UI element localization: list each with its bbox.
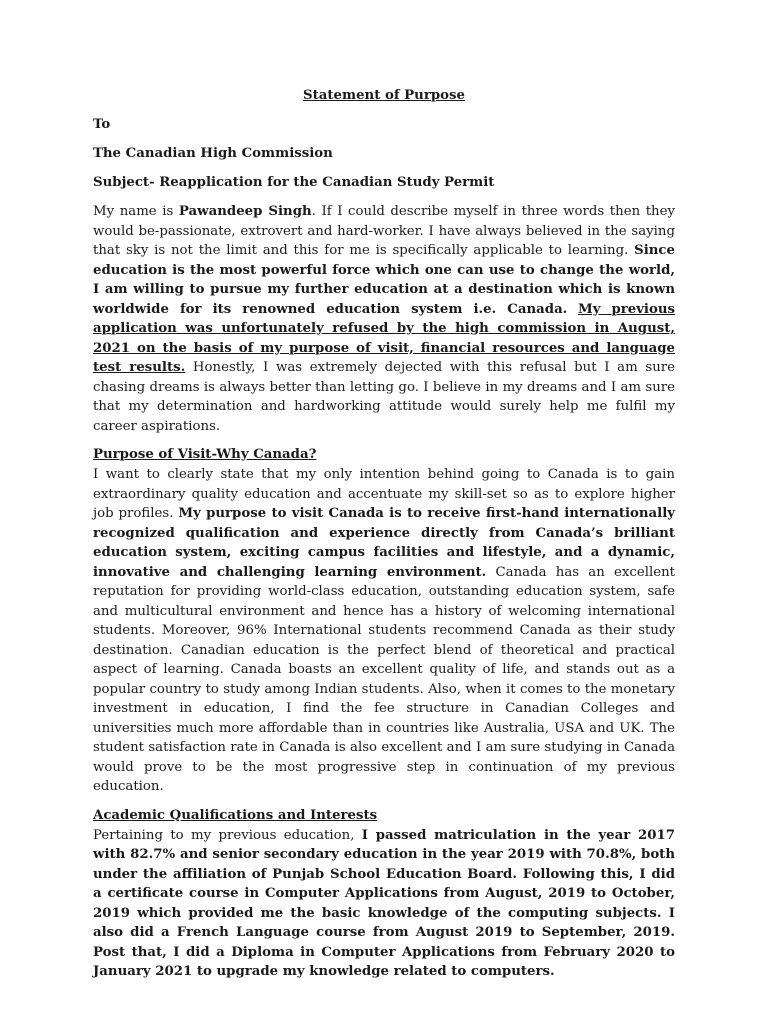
intro-text-2: . If I could describe myself in three words then they would be-passionate, extrovert and hard-worker. I have always believed in the saying that sky is not the limit and this for me is specifically applicable to learning. <box>93 204 675 258</box>
purpose-text-2: Canada has an excellent reputation for providing world-class education, outstanding education system, safe and multicultural environment and hence has a history of welcoming international students. Moreover, 96% International students recommend Canada as their study destination. Canadian education is the perfect blend of theoretical and practical aspect of learning. Canada boasts an excellent quality of life, and stands out as a popular country to study among Indian students. Also, when it comes to the monetary investment in education, I find the fee structure in Canadian Colleges and universities much more affordable than in countries like Australia, USA and UK. The student satisfaction rate in Canada is also excellent and I am sure studying in Canada would prove to be the most progressive step in continuation of my previous education. <box>93 564 675 794</box>
academic-heading: Academic Qualifications and Interests <box>93 807 378 823</box>
purpose-paragraph <box>93 465 675 797</box>
intro-spacer <box>567 302 578 317</box>
subject-line: Subject- Reapplication for the Canadian Study Permit <box>93 175 495 190</box>
intro-text-3: Honestly, I was extremely dejected with this refusal but I am sure chasing dreams is always better than letting go. I believe in my dreams and I am sure that my determination and hardworking attitude would surely help me fulfil my career aspirations. <box>93 360 675 434</box>
academic-text-1: Pertaining to my previous education, <box>93 827 362 843</box>
intro-text-1: My name is <box>93 204 179 219</box>
page-title: Statement of Purpose <box>303 88 465 103</box>
salutation-to: To <box>93 117 111 132</box>
academic-paragraph <box>93 826 675 982</box>
refusal-statement: My previous application was unfortunately refused by the high commission in August, 2021 on the basis of my purpose of visit, financial resources and language test results. <box>93 301 676 375</box>
intro-paragraph <box>93 202 675 436</box>
purpose-heading: Purpose of Visit-Why Canada? <box>93 447 317 462</box>
purpose-bold-text: My purpose to visit Canada is to receive first-hand internationally recognized qualification and experience directly from Canada’s brilliant education system, exciting campus facilities and lifestyle, and a dynamic, innovative and challenging learning environment. <box>93 506 676 580</box>
addressee: The Canadian High Commission <box>93 146 333 161</box>
applicant-name: Pawandeep Singh <box>178 204 312 219</box>
academic-bold-text: I passed matriculation in the year 2017 with 82.7% and senior secondary education in the year 2019 with 70.8%, both under the affiliation of Punjab School Education Board. Following this, I did a certificate course in Computer Applications from August, 2019 to October, 2019 which provided me the basic knowledge of the computing subjects. I also did a French Language course from August 2019 to September, 2019. Post that, I did a Diploma in Computer Applications from February 2020 to January 2021 to upgrade my knowledge related to computers. <box>93 827 675 979</box>
purpose-text-1: I want to clearly state that my only intention behind going to Canada is to gain extraordinary quality education and accentuate my skill-set so as to explore higher job profiles. <box>93 467 675 521</box>
intro-bold-text: Since education is the most powerful force which one can use to change the world, I am willing to pursue my further education at a destination which is known worldwide for its renowned education system i.e. Canada. <box>93 243 675 317</box>
